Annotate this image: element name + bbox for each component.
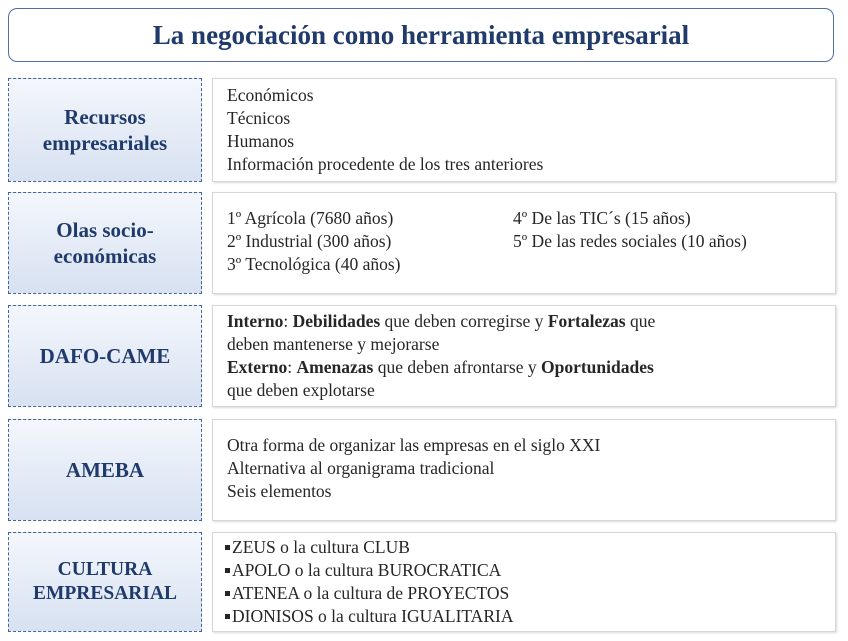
bullet-icon: [225, 568, 230, 573]
label-dafo: DAFO-CAME: [39, 344, 171, 368]
dafo-term-debilidades: Debilidades: [292, 311, 381, 331]
list-item: Seis elementos: [227, 481, 332, 501]
dafo-internal-text1: que deben corregirse y: [380, 311, 548, 331]
list-item: 3º Tecnológica (40 años): [227, 254, 401, 274]
bullet-text: ZEUS o la cultura CLUB: [232, 537, 410, 557]
label-olas: Olas socio- económicas: [53, 218, 157, 268]
row-recursos: [8, 78, 836, 182]
list-item: Humanos: [227, 131, 295, 151]
dafo-external-line: [227, 356, 835, 379]
dafo-external-line2: que deben explotarse: [227, 380, 375, 400]
bullet-icon: [225, 614, 230, 619]
list-item: [222, 582, 835, 605]
list-item: Alternativa al organigrama tradicional: [227, 458, 495, 478]
list-item: 5º De las redes sociales (10 años): [513, 231, 747, 251]
dafo-external-key: Externo: [227, 357, 288, 377]
row-dafo: [8, 305, 836, 407]
list-item: Otra forma de organizar las empresas en el siglo XXI: [227, 435, 601, 455]
label-box-cultura: [8, 532, 202, 632]
list-item: Económicos: [227, 85, 314, 105]
list-item: [222, 536, 835, 559]
olas-column-2: [513, 207, 833, 276]
label-box-recursos: [8, 78, 202, 182]
list-item: 4º De las TIC´s (15 años): [513, 208, 691, 228]
dafo-external-sep: :: [287, 357, 297, 377]
dafo-term-amenazas: Amenazas: [296, 357, 374, 377]
bullet-icon: [225, 545, 230, 550]
row-cultura: [8, 532, 836, 632]
list-item: 2º Industrial (300 años): [227, 231, 392, 251]
dafo-internal-line2: deben mantenerse y mejorarse: [227, 334, 440, 354]
bullet-icon: [225, 591, 230, 596]
label-box-dafo: [8, 305, 202, 407]
content-ameba: [212, 419, 836, 521]
dafo-term-fortalezas: Fortalezas: [547, 311, 626, 331]
olas-column-1: [227, 207, 513, 276]
list-item: [222, 559, 835, 582]
bullet-text: ATENEA o la cultura de PROYECTOS: [232, 583, 510, 603]
label-box-olas: [8, 192, 202, 294]
label-ameba: AMEBA: [65, 458, 145, 482]
label-recursos: Recursos empresariales: [42, 105, 168, 155]
bullet-text: DIONISOS o la cultura IGUALITARIA: [232, 606, 514, 626]
dafo-term-oportunidades: Oportunidades: [540, 357, 654, 377]
bullet-text: APOLO o la cultura BUROCRATICA: [232, 560, 502, 580]
row-olas: [8, 192, 836, 294]
label-cultura: CULTURA EMPRESARIAL: [32, 559, 178, 604]
content-olas: [212, 192, 836, 294]
page-title: La negociación como herramienta empresarial: [152, 19, 690, 50]
row-ameba: [8, 419, 836, 521]
dafo-internal-key: Interno: [227, 311, 284, 331]
list-item: 1º Agrícola (7680 años): [227, 208, 394, 228]
dafo-internal-sep: :: [283, 311, 293, 331]
label-box-ameba: [8, 419, 202, 521]
content-cultura: [212, 532, 836, 632]
dafo-external-text1: que deben afrontarse y: [373, 357, 541, 377]
olas-columns: [227, 207, 835, 276]
content-recursos: [212, 78, 836, 182]
title-box: [8, 8, 834, 62]
content-dafo: [212, 305, 836, 407]
list-item: Información procedente de los tres anteriores: [227, 154, 544, 174]
dafo-internal-text2: que: [625, 311, 656, 331]
list-item: Técnicos: [227, 108, 291, 128]
list-item: [222, 605, 835, 628]
dafo-internal-line: [227, 310, 835, 333]
